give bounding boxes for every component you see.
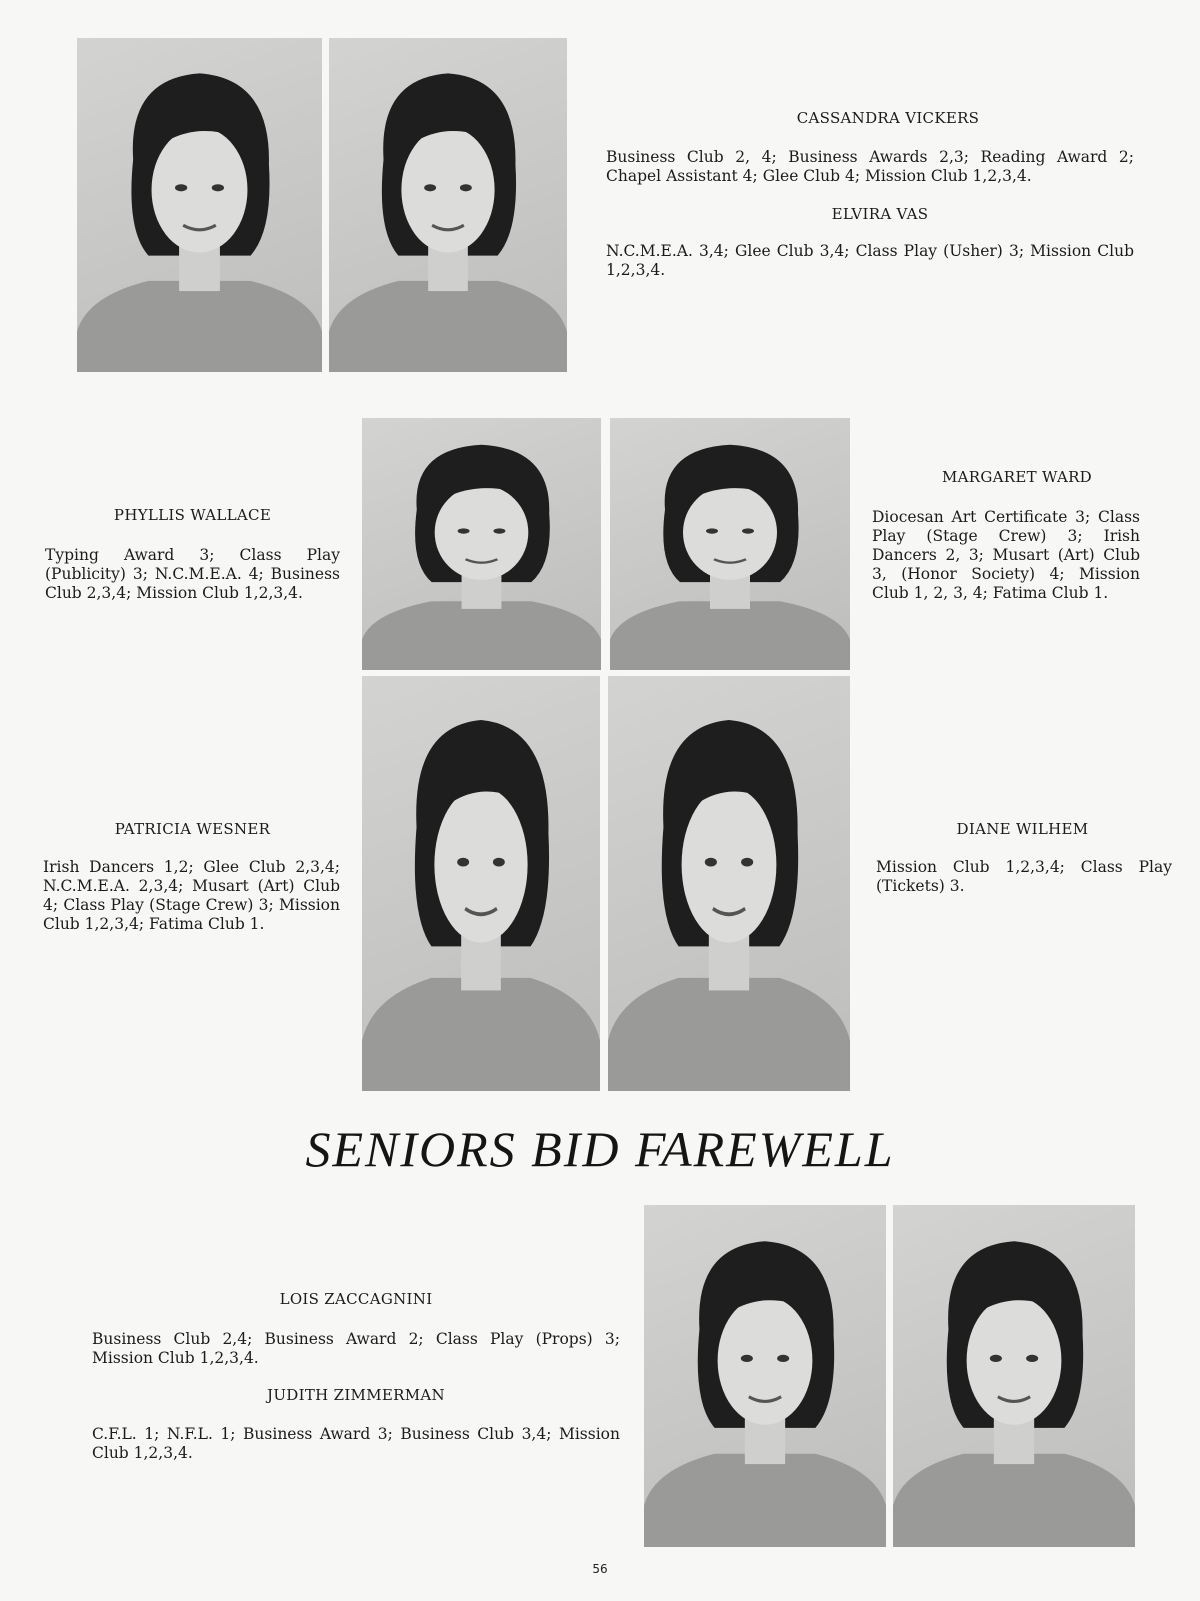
student-name: MARGARET WARD — [941, 468, 1093, 486]
photo-judith-zimmerman — [893, 1205, 1135, 1547]
portrait-image — [77, 38, 322, 372]
student-activities: Mission Club 1,2,3,4; Class Play (Tickets) 3. — [876, 858, 1172, 895]
student-name: PHYLLIS WALLACE — [113, 506, 272, 524]
page-headline: SENIORS BID FAREWELL — [305, 1121, 895, 1177]
student-name: LOIS ZACCAGNINI — [279, 1290, 433, 1308]
student-activities: Diocesan Art Certificate 3; Class Play (Stage Crew) 3; Irish Dancers 2, 3; Musart (Art) Club 3, (Honor Society) 4; Mission Club 1, 2, 3, 4; Fatima Club 1. — [872, 508, 1140, 602]
portrait-image — [644, 1205, 886, 1547]
photo-phyllis-wallace — [362, 418, 601, 670]
student-activities: Irish Dancers 1,2; Glee Club 2,3,4; N.C.M.E.A. 2,3,4; Musart (Art) Club 4; Class Play (Stage Crew) 3; Mission Club 1,2,3,4; Fatima Club 1. — [43, 858, 340, 933]
student-name: CASSANDRA VICKERS — [796, 109, 980, 127]
student-activities: Business Club 2,4; Business Award 2; Class Play (Props) 3; Mission Club 1,2,3,4. — [92, 1330, 620, 1367]
student-name: JUDITH ZIMMERMAN — [267, 1386, 445, 1404]
student-activities: C.F.L. 1; N.F.L. 1; Business Award 3; Business Club 3,4; Mission Club 1,2,3,4. — [92, 1425, 620, 1462]
student-name: PATRICIA WESNER — [114, 820, 271, 838]
photo-margaret-ward — [610, 418, 850, 670]
student-activities: Typing Award 3; Class Play (Publicity) 3; N.C.M.E.A. 4; Business Club 2,3,4; Mission Club 1,2,3,4. — [45, 546, 340, 602]
portrait-image — [329, 38, 567, 372]
portrait-image — [362, 676, 600, 1091]
photo-diane-wilhem — [608, 676, 850, 1091]
student-name: DIANE WILHEM — [956, 820, 1089, 838]
photo-elvira-vas — [329, 38, 567, 372]
page-number: 56 — [592, 1562, 608, 1576]
portrait-image — [608, 676, 850, 1091]
portrait-image — [610, 418, 850, 670]
student-name: ELVIRA VAS — [831, 205, 929, 223]
student-activities: Business Club 2, 4; Business Awards 2,3; Reading Award 2; Chapel Assistant 4; Glee Club 4; Mission Club 1,2,3,4. — [606, 148, 1134, 185]
photo-cassandra-vickers — [77, 38, 322, 372]
photo-patricia-wesner — [362, 676, 600, 1091]
student-activities: N.C.M.E.A. 3,4; Glee Club 3,4; Class Play (Usher) 3; Mission Club 1,2,3,4. — [606, 242, 1134, 279]
portrait-image — [362, 418, 601, 670]
photo-lois-zaccagnini — [644, 1205, 886, 1547]
portrait-image — [893, 1205, 1135, 1547]
